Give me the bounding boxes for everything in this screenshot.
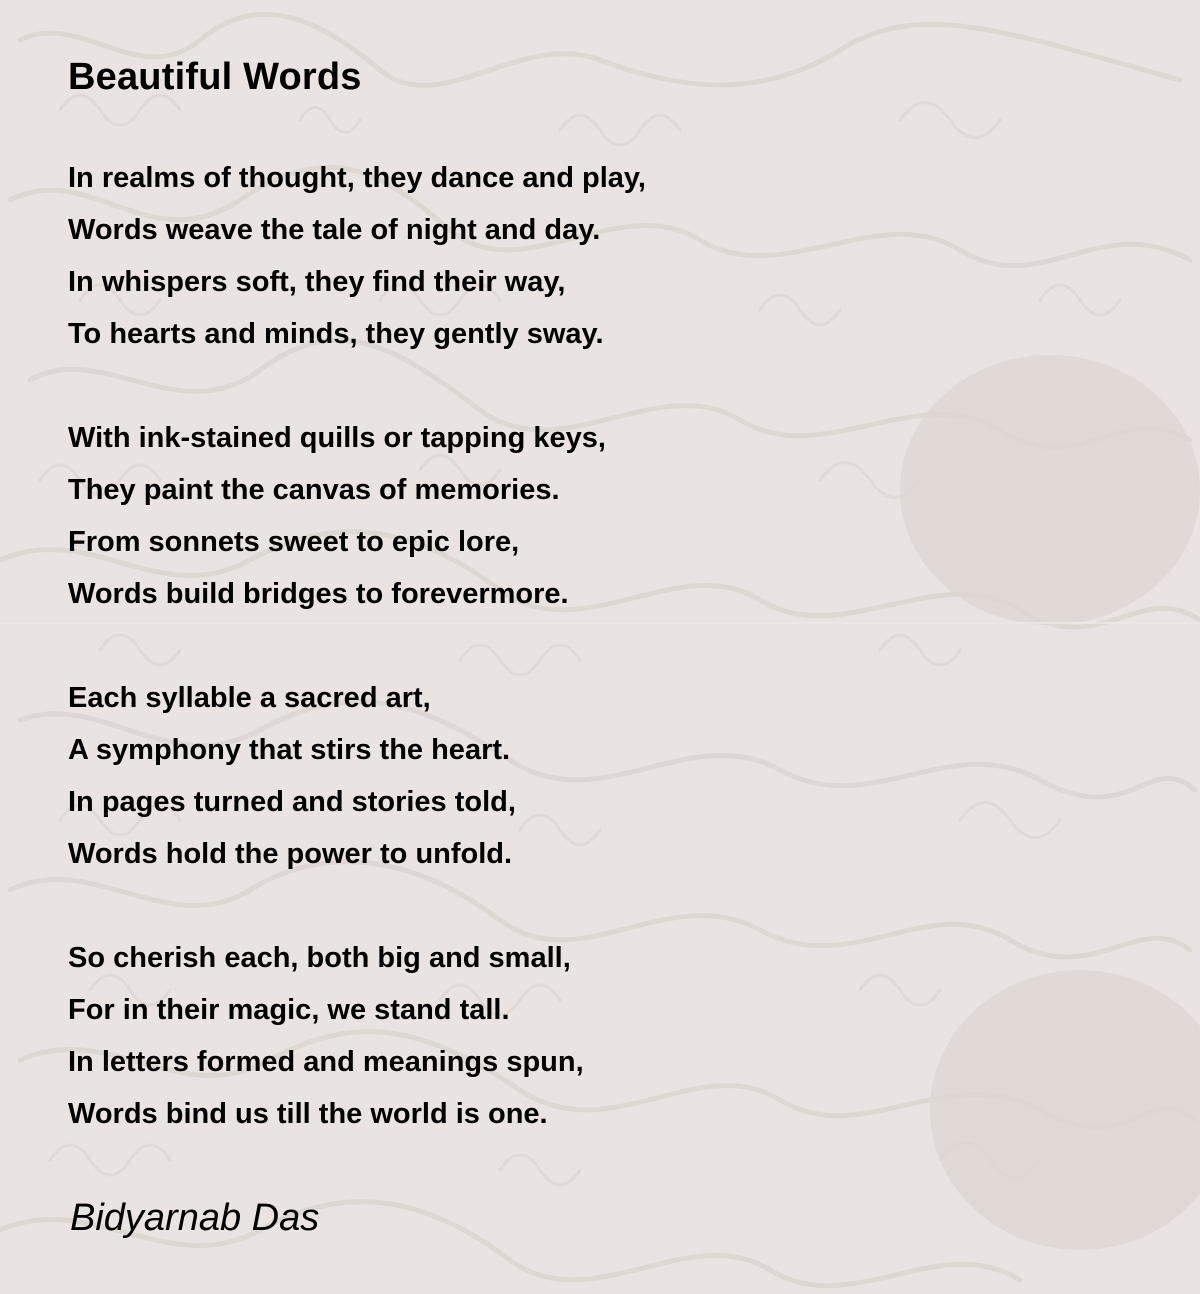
poem-line: They paint the canvas of memories. (68, 474, 560, 506)
poem-line: Words build bridges to forevermore. (68, 578, 569, 610)
poem-title: Beautiful Words (68, 56, 362, 98)
poem-body (68, 152, 968, 1192)
poem-line: With ink-stained quills or tapping keys, (68, 422, 606, 454)
ink-blot-bottom (930, 970, 1200, 1250)
stanza (68, 152, 968, 360)
poem-line: Words bind us till the world is one. (68, 1098, 548, 1130)
stanza (68, 932, 968, 1140)
poem-line: In pages turned and stories told, (68, 786, 516, 818)
poem-line: Each syllable a sacred art, (68, 682, 431, 714)
poem-line: Words hold the power to unfold. (68, 838, 513, 870)
poem-line: For in their magic, we stand tall. (68, 994, 510, 1026)
poem-line: In realms of thought, they dance and play, (68, 162, 646, 194)
stanza (68, 672, 968, 880)
stanza (68, 412, 968, 620)
poem-line: In letters formed and meanings spun, (68, 1046, 584, 1078)
poem-line: Words weave the tale of night and day. (68, 214, 601, 246)
poem-author: Bidyarnab Das (70, 1197, 320, 1239)
poem-line: In whispers soft, they find their way, (68, 266, 566, 298)
poem-line: From sonnets sweet to epic lore, (68, 526, 520, 558)
poem-line: So cherish each, both big and small, (68, 942, 571, 974)
poem-line: A symphony that stirs the heart. (68, 734, 511, 766)
poem-line: To hearts and minds, they gently sway. (68, 318, 604, 350)
